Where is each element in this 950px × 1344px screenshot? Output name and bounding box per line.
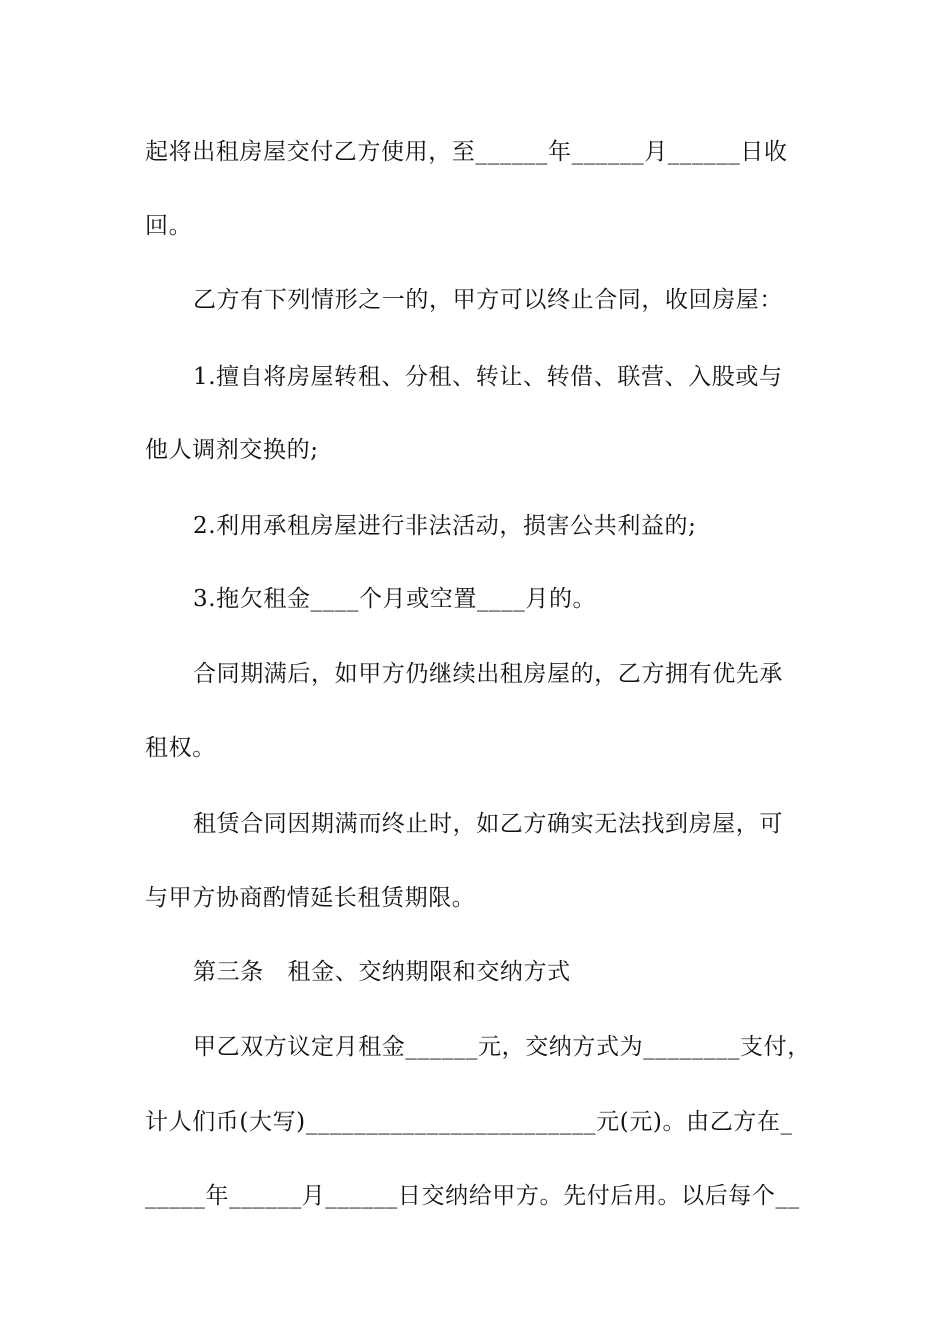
text-line: 他人调剂交换的;: [145, 437, 319, 463]
paragraph-start-line: 乙方有下列情形之一的，甲方可以终止合同，收回房屋：: [193, 287, 783, 313]
text-line: 计人们币(大写)________________________元(元)。由乙方在_: [145, 1109, 793, 1135]
section-heading: 第三条 租金、交纳期限和交纳方式: [193, 959, 571, 985]
paragraph-start-line: 甲乙双方议定月租金______元，交纳方式为________支付，: [193, 1034, 811, 1060]
list-item-3: 3.拖欠租金____个月或空置____月的。: [193, 586, 597, 612]
paragraph-start-line: 合同期满后，如甲方仍继续出租房屋的，乙方拥有优先承: [193, 661, 783, 687]
paragraph-start-line: 租赁合同因期满而终止时，如乙方确实无法找到房屋，可: [193, 811, 783, 837]
text-line: 租权。: [145, 735, 216, 761]
text-line: 回。: [145, 213, 193, 239]
text-line: _____年______月______日交纳给甲方。先付后用。以后每个__: [145, 1183, 800, 1209]
list-item-2: 2.利用承租房屋进行非法活动，损害公共利益的;: [193, 513, 697, 539]
text-line: 与甲方协商酌情延长租赁期限。: [145, 885, 476, 911]
list-item-1: 1.擅自将房屋转租、分租、转让、转借、联营、入股或与: [193, 364, 783, 390]
text-line: 起将出租房屋交付乙方使用，至______年______月______日收: [145, 139, 788, 165]
